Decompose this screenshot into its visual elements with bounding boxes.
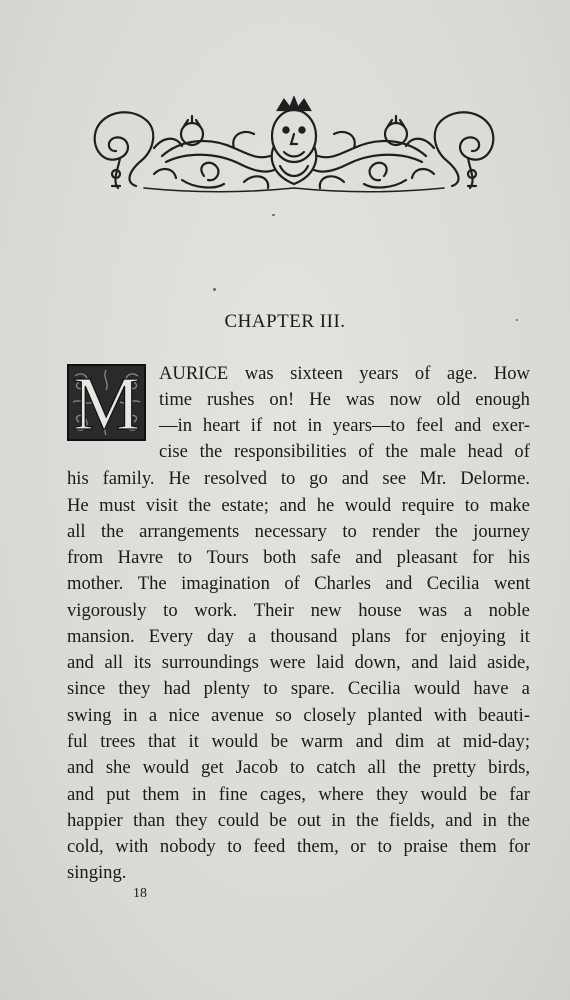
text-line: singing. <box>67 862 127 883</box>
text-line: since they had plenty to spare. Cecilia would have a <box>67 678 530 699</box>
text-line: time rushes on! He was now old enough <box>159 389 530 410</box>
text-line: his family. He resolved to go and see Mr. Delorme. <box>67 468 530 489</box>
text-line: AURICE was sixteen years of age. How <box>159 363 530 384</box>
chapter-title: CHAPTER III. <box>224 311 346 332</box>
ink-speck <box>213 288 216 291</box>
text-line: cold, with nobody to feed them, or to praise them for <box>67 836 530 857</box>
text-line: from Havre to Tours both safe and pleasant for his <box>67 547 530 568</box>
ink-speck <box>272 214 275 216</box>
headpiece-ornament <box>84 96 504 196</box>
text-line: and put them in fine cages, where they would be far <box>67 784 530 805</box>
text-line: all the arrangements necessary to render the journey <box>67 521 530 542</box>
text-line: mansion. Every day a thousand plans for enjoying it <box>67 626 530 647</box>
text-line: cise the responsibilities of the male head of <box>159 441 530 462</box>
text-line: vigorously to work. Their new house was a noble <box>67 600 530 621</box>
page-number: 18 <box>133 886 147 901</box>
drop-cap-letter: M <box>72 362 141 446</box>
text-line: swing in a nice avenue so closely planted with beauti- <box>67 705 530 726</box>
text-line: He must visit the estate; and he would require to make <box>67 495 530 516</box>
text-line: happier than they could be out in the fields, and in the <box>67 810 530 831</box>
text-line: and she would get Jacob to catch all the pretty birds, <box>67 757 530 778</box>
text-line: and all its surroundings were laid down, and laid aside, <box>67 652 530 673</box>
drop-cap <box>67 362 146 446</box>
text-line: —in heart if not in years—to feel and exer- <box>159 415 530 436</box>
text-line: mother. The imagination of Charles and Cecilia went <box>67 573 530 594</box>
text-line: ful trees that it would be warm and dim at mid-day; <box>67 731 530 752</box>
